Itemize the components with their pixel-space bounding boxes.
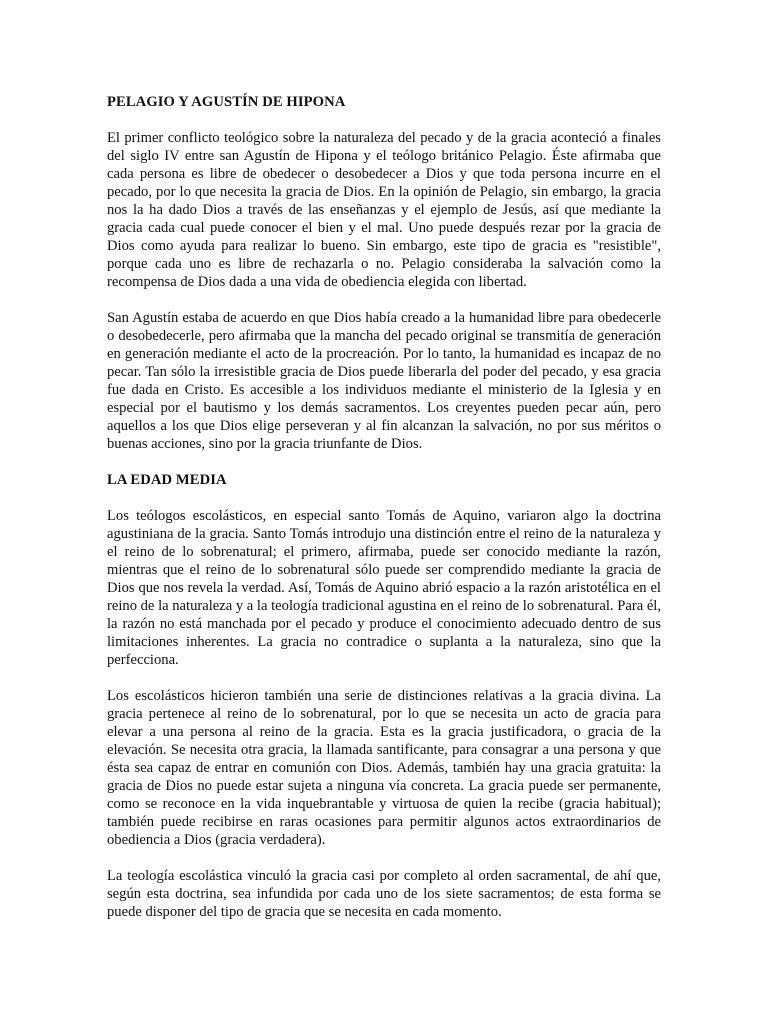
paragraph: Los teólogos escolásticos, en especial santo Tomás de Aquino, variaron algo la doctrina agustiniana de la gracia. Santo Tomás introdujo una distinción entre el reino de la naturaleza y el reino de lo sobrenatural; el primero, afirmaba, puede ser conocido mediante la razón, mientras que el reino de lo sobrenatural sólo puede ser comprendido mediante la gracia de Dios que nos revela la verdad. Así, Tomás de Aquino abrió espacio a la razón aristotélica en el reino de la naturaleza y a la teología tradicional agustina en el reino de lo sobrenatural. Para él, la razón no está manchada por el pecado y produce el conocimiento adecuado dentro de sus limitaciones inherentes. La gracia no contradice o suplanta a la naturaleza, sino que la perfecciona. (107, 508, 661, 668)
document-page (107, 93, 661, 939)
paragraph: Los escolásticos hicieron también una serie de distinciones relativas a la gracia divina. La gracia pertenece al reino de lo sobrenatural, por lo que se necesita un acto de gracia para elevar a una persona al reino de la gracia. Esta es la gracia justificadora, o gracia de la elevación. Se necesita otra gracia, la llamada santificante, para consagrar a una persona y que ésta sea capaz de entrar en comunión con Dios. Además, también hay una gracia gratuita: la gracia de Dios no puede estar sujeta a ninguna vía concreta. La gracia puede ser permanente, como se reconoce en la vida inquebrantable y virtuosa de quien la recibe (gracia habitual); también puede recibirse en raras ocasiones para permitir algunos actos extraordinarios de obediencia a Dios (gracia verdadera). (107, 688, 661, 848)
paragraph: La teología escolástica vinculó la gracia casi por completo al orden sacramental, de ahí que, según esta doctrina, sea infundida por cada uno de los siete sacramentos; de esta forma se puede disponer del tipo de gracia que se necesita en cada momento. (107, 868, 661, 920)
paragraph: El primer conflicto teológico sobre la naturaleza del pecado y de la gracia aconteció a finales del siglo IV entre san Agustín de Hipona y el teólogo británico Pelagio. Éste afirmaba que cada persona es libre de obedecer o desobedecer a Dios y que toda persona incurre en el pecado, por lo que necesita la gracia de Dios. En la opinión de Pelagio, sin embargo, la gracia nos la ha dado Dios a través de las enseñanzas y el ejemplo de Jesús, así que mediante la gracia cada cual puede conocer el bien y el mal. Uno puede después rezar por la gracia de Dios como ayuda para realizar lo bueno. Sin embargo, este tipo de gracia es "resistible", porque cada uno es libre de rechazarla o no. Pelagio consideraba la salvación como la recompensa de Dios dada a una vida de obediencia elegida con libertad. (107, 130, 661, 290)
paragraph: San Agustín estaba de acuerdo en que Dios había creado a la humanidad libre para obedecerle o desobedecerle, pero afirmaba que la mancha del pecado original se transmitía de generación en generación mediante el acto de la procreación. Por lo tanto, la humanidad es incapaz de no pecar. Tan sólo la irresistible gracia de Dios puede liberarla del poder del pecado, y esa gracia fue dada en Cristo. Es accesible a los individuos mediante el ministerio de la Iglesia y en especial por el bautismo y los demás sacramentos. Los creyentes pueden pecar aún, pero aquellos a los que Dios elige perseveran y al fin alcanzan la salvación, no por sus méritos o buenas acciones, sino por la gracia triunfante de Dios. (107, 310, 661, 452)
section-heading-pelagio: PELAGIO Y AGUSTÍN DE HIPONA (107, 94, 346, 110)
section-heading-edad-media: LA EDAD MEDIA (107, 472, 227, 488)
